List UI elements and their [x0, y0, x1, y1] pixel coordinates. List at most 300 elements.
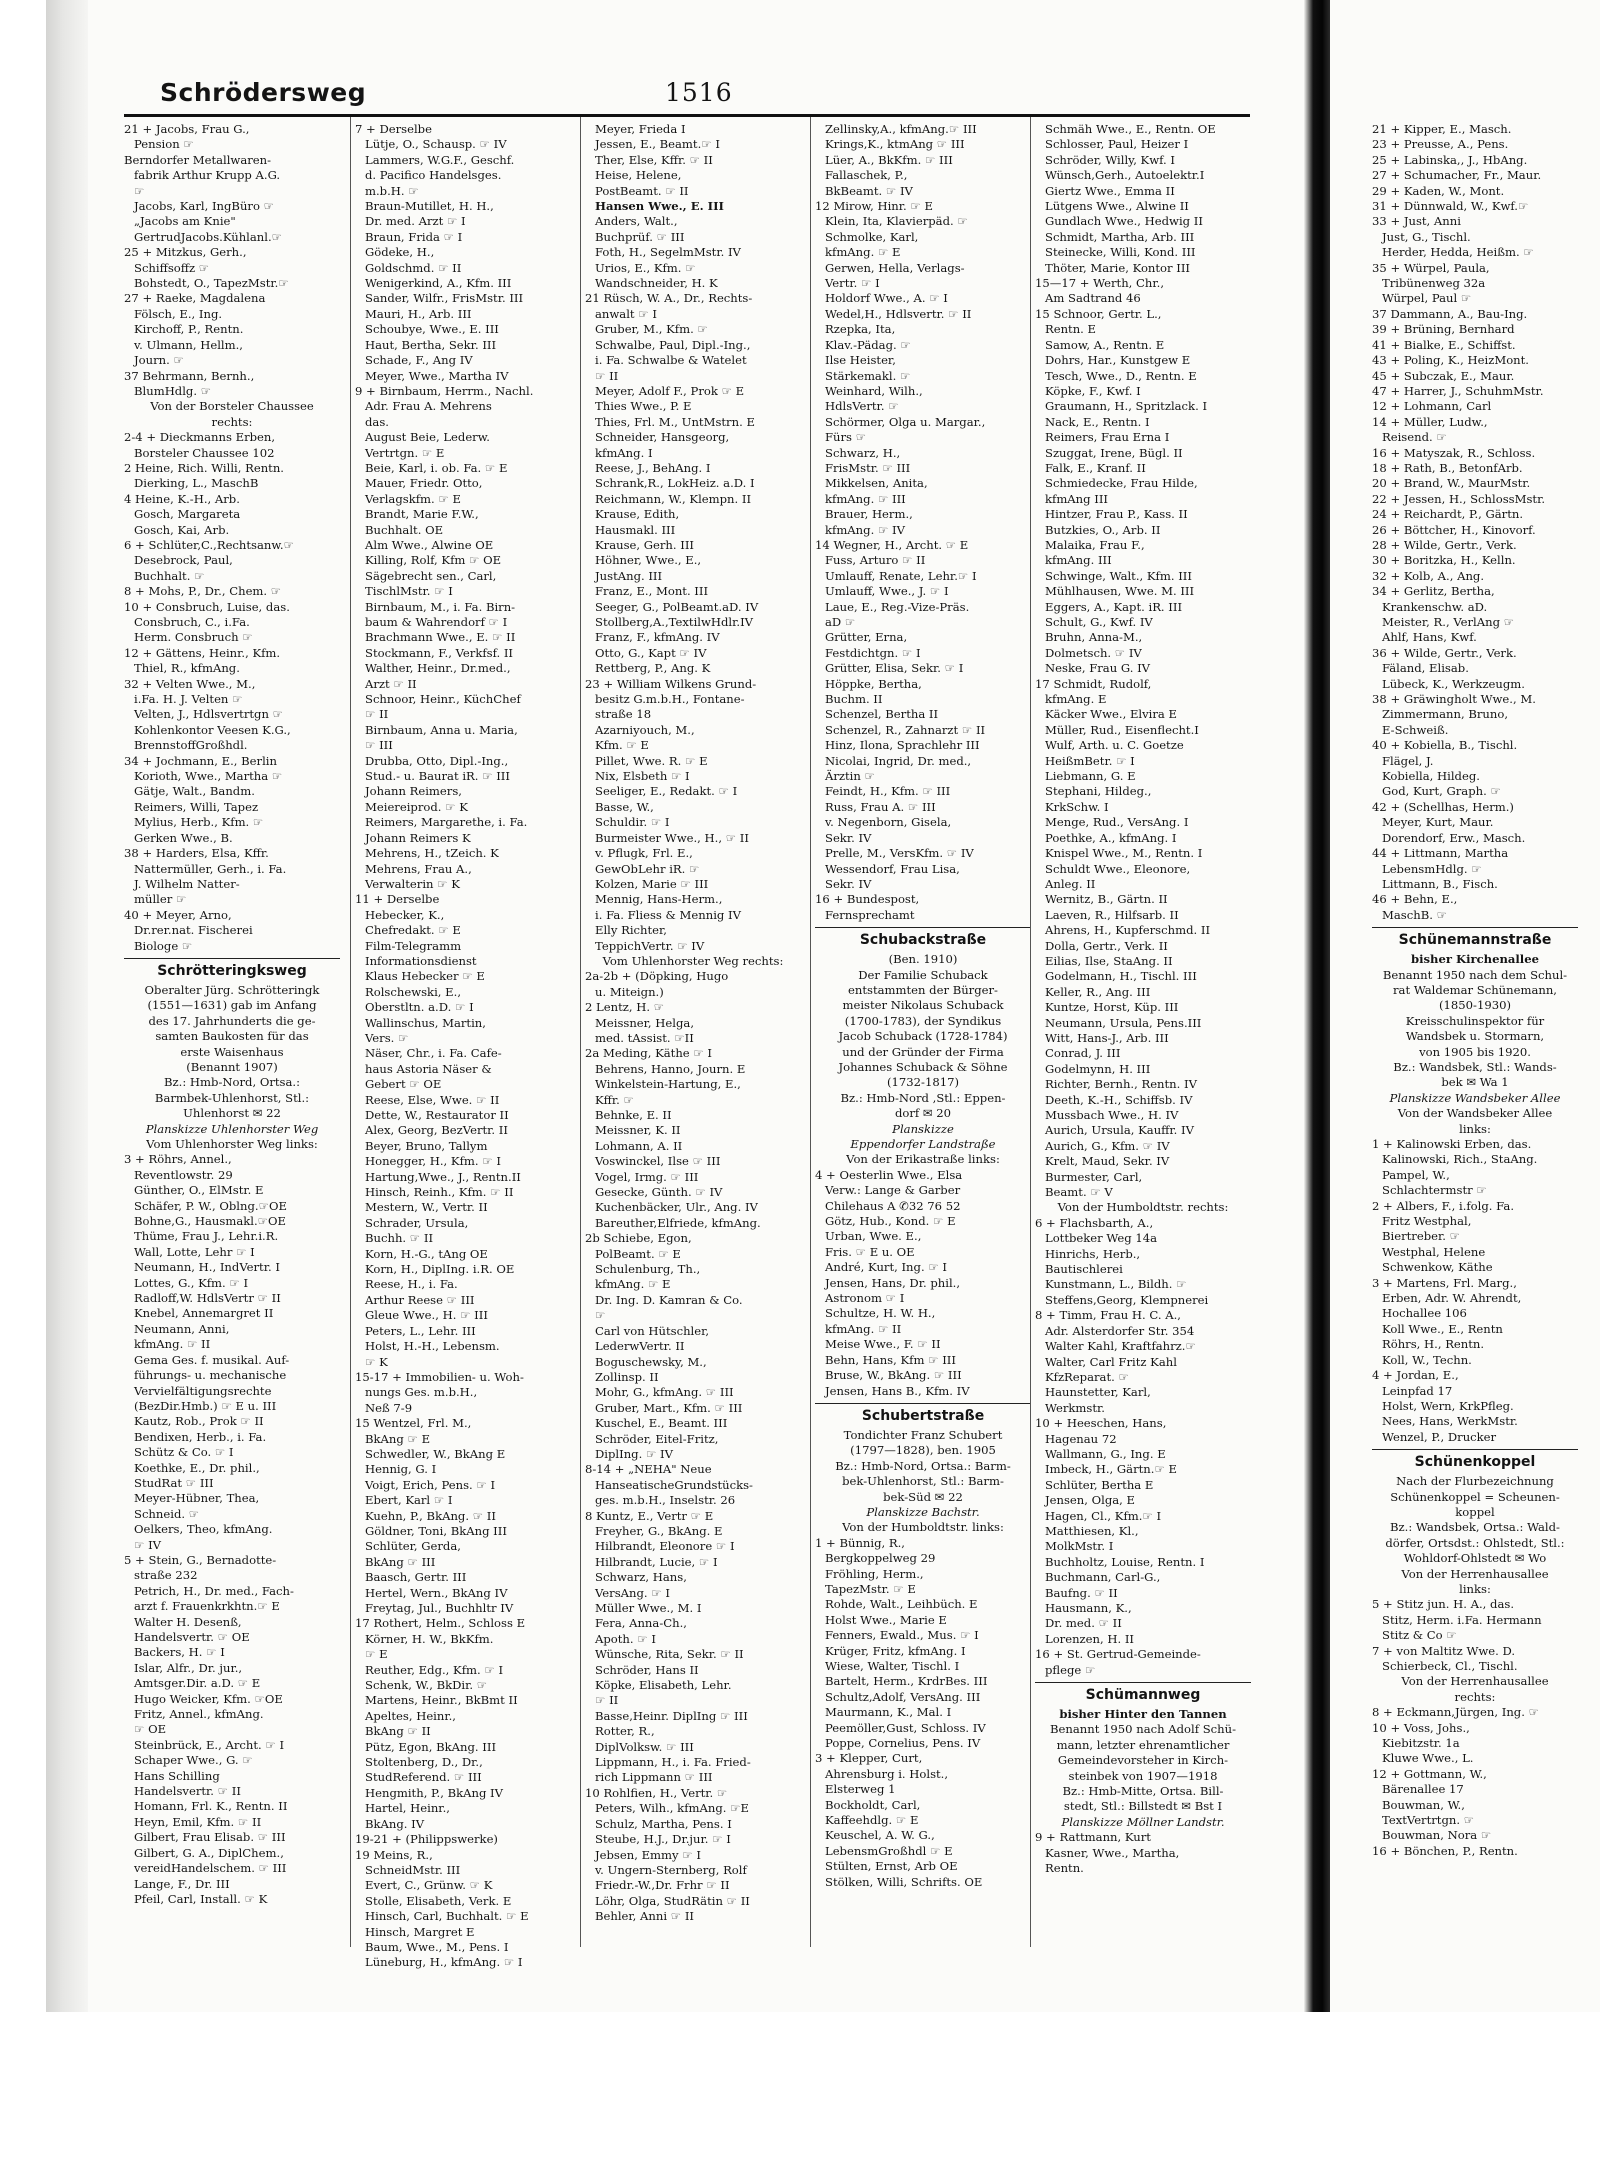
resident-line: Walther, Heinr., Dr.med.,	[365, 661, 511, 676]
resident-line: Giertz Wwe., Emma II	[1045, 183, 1175, 198]
resident-line: Mehrens, Frau A.,	[365, 861, 472, 876]
resident-line: Mennig, Hans-Herm.,	[595, 892, 723, 907]
section-note: Wohldorf-Ohlstedt ✉ Wo	[1403, 1551, 1547, 1566]
resident-line: Goldschmd. ☞ II	[365, 260, 462, 275]
resident-line: Dette, W., Restaurator II	[365, 1108, 509, 1122]
column-1	[124, 122, 340, 1982]
resident-line: VersAng. ☞ I	[595, 1585, 670, 1600]
resident-line: Borsteler Chaussee 102	[134, 445, 275, 460]
section-note: Von der Erikastraße links:	[846, 1152, 1000, 1167]
directory-entry: 18 + Rath, B., BetonfArb.	[1372, 460, 1523, 475]
section-note: Vom Uhlenhorster Weg links:	[146, 1137, 318, 1151]
resident-line: Hugo Weicker, Kfm. ☞OE	[134, 1691, 283, 1706]
resident-line: Oelkers, Theo, kfmAng.	[134, 1522, 273, 1537]
resident-line: Koll, W., Techn.	[1382, 1352, 1472, 1367]
resident-line: i. Fa. Fliess & Mennig IV	[595, 907, 741, 922]
directory-entry: 16 + Matyszak, R., Schloss.	[1372, 445, 1536, 460]
resident-line: m.b.H. ☞	[365, 183, 419, 198]
directory-entry: 2-4 + Dieckmanns Erben,	[124, 430, 276, 445]
resident-line: Stitz, Herm. i.Fa. Hermann	[1382, 1612, 1542, 1627]
directory-entry: 19-21 + (Philippswerke)	[355, 1832, 498, 1847]
column-5	[1035, 122, 1251, 1982]
resident-line: StudRat ☞ III	[134, 1475, 214, 1490]
resident-line: Schwedler, W., BkAng E	[365, 1446, 506, 1461]
resident-line: Korn, H., DiplIng. i.R. OE	[365, 1262, 515, 1277]
resident-line: Lammers, W.G.F., Geschf.	[365, 152, 515, 167]
resident-line: Hinz, Ilona, Sprachlehr III	[825, 738, 980, 753]
directory-entry: 2 Heine, Rich. Willi, Rentn.	[124, 460, 284, 475]
directory-entry: 40 + Kobiella, B., Tischl.	[1372, 738, 1518, 753]
resident-line: Buchholtz, Louise, Rentn. I	[1045, 1554, 1205, 1569]
resident-line: Ahrens, H., Kupferschmd. II	[1045, 923, 1211, 938]
column-6	[1372, 122, 1578, 1982]
resident-line: Beamt. ☞ V	[1045, 1185, 1113, 1200]
resident-line: Falk, E., Kranf. II	[1045, 460, 1146, 475]
resident-line: ☞ III	[365, 738, 393, 753]
resident-line: Prelle, M., VersKfm. ☞ IV	[825, 846, 974, 861]
resident-line: Conrad, J. III	[1045, 1046, 1121, 1061]
resident-line: Kaffeehdlg. ☞ E	[825, 1813, 919, 1828]
directory-entry: 17 Rothert, Helm., Schloss E	[355, 1616, 526, 1631]
resident-line: Brandt, Marie F.W.,	[365, 507, 479, 522]
resident-line: Reese, H., i. Fa.	[365, 1277, 458, 1292]
resident-line: Vertrtgn. ☞ E	[365, 445, 445, 460]
directory-entry: 34 + Gerlitz, Bertha,	[1372, 584, 1495, 599]
directory-entry: 3 + Martens, Frl. Marg.,	[1372, 1275, 1517, 1290]
section-note: Bz.: Hmb-Mitte, Ortsa. Bill-	[1062, 1784, 1224, 1799]
section-note: Benannt 1950 nach Adolf Schü-	[1050, 1722, 1236, 1737]
resident-line: kfmAng. ☞ E	[825, 245, 901, 260]
resident-line: Stollberg,A.,TextilwHdlr.IV	[595, 615, 754, 629]
section-note: Uhlenhorst ✉ 22	[183, 1106, 281, 1121]
resident-line: nungs Ges. m.b.H.,	[365, 1385, 478, 1400]
directory-entry: 17 Schmidt, Rudolf,	[1035, 676, 1152, 691]
directory-entry: 43 + Poling, K., HeizMont.	[1372, 353, 1529, 368]
resident-line: HeißmBetr. ☞ I	[1045, 753, 1135, 768]
resident-line: Mauer, Friedr. Otto,	[365, 476, 483, 491]
resident-line: Schwarz, Hans,	[595, 1570, 687, 1585]
resident-line: baum & Wahrendorf ☞ I	[365, 615, 508, 629]
resident-line: Russ, Frau A. ☞ III	[825, 799, 936, 814]
resident-line: Bartelt, Herm., KrdrBes. III	[825, 1674, 988, 1689]
resident-line: Lütgens Wwe., Alwine II	[1045, 199, 1189, 214]
resident-line: DiplVolksw. ☞ III	[595, 1739, 694, 1754]
resident-line: Haut, Bertha, Sekr. III	[365, 337, 497, 352]
resident-line: Gerwen, Hella, Verlags-	[825, 260, 965, 275]
resident-line: Schultze, H. W. H.,	[825, 1306, 936, 1321]
directory-entry: 11 + Derselbe	[355, 892, 440, 907]
resident-line: Elsterweg 1	[825, 1782, 896, 1797]
resident-line: ☞ II	[365, 707, 389, 722]
resident-line: pflege ☞	[1045, 1662, 1096, 1677]
directory-entry: 2a Meding, Käthe ☞ I	[585, 1046, 712, 1061]
resident-line: E-Schweiß.	[1382, 722, 1449, 737]
resident-line: Herder, Hedda, Heißm. ☞	[1382, 245, 1534, 260]
resident-line: Wessendorf, Frau Lisa,	[825, 861, 960, 876]
resident-line: Kolzen, Marie ☞ III	[595, 876, 709, 891]
resident-line: Dr. med. ☞ II	[1045, 1616, 1122, 1631]
resident-line: kfmAng. I	[595, 445, 653, 460]
resident-line: Walter H. Desenß,	[134, 1614, 242, 1629]
resident-line: Krings,K., ktmAng ☞ III	[825, 137, 965, 152]
resident-line: Lüer, A., BkKfm. ☞ III	[825, 152, 953, 167]
resident-line: Jessen, E., Beamt.☞ I	[595, 137, 720, 152]
resident-line: Schwenkow, Käthe	[1382, 1260, 1493, 1275]
directory-entry: 37 Behrmann, Bernh.,	[124, 368, 255, 383]
resident-line: Schörmer, Olga u. Margar.,	[825, 414, 986, 429]
resident-line: Hartung,Wwe., J., Rentn.II	[365, 1169, 521, 1184]
resident-line: Schulz, Martha, Pens. I	[595, 1816, 732, 1831]
resident-line: Chefredakt. ☞ E	[365, 923, 461, 938]
resident-line: Neumann, H., IndVertr. I	[134, 1260, 280, 1275]
directory-entry: 41 + Bialke, E., Schiffst.	[1372, 337, 1516, 352]
resident-line: Nattermüller, Gerh., i. Fa.	[134, 861, 287, 876]
resident-line: Vers. ☞	[365, 1030, 409, 1045]
resident-line: Verlagskfm. ☞ E	[365, 491, 461, 506]
resident-line: Schmiedecke, Frau Hilde,	[1045, 476, 1198, 491]
column-divider	[810, 117, 811, 1947]
resident-line: aD ☞	[825, 615, 856, 629]
resident-line: Richter, Bernh., Rentn. IV	[1045, 1077, 1197, 1092]
resident-line: Grütter, Erna,	[825, 630, 908, 645]
directory-entry: 27 + Schumacher, Fr., Maur.	[1372, 168, 1542, 183]
resident-line: Rentn.	[1045, 1861, 1084, 1876]
resident-line: Bautischlerei	[1045, 1262, 1123, 1277]
resident-line: Peters, Wilh., kfmAng. ☞E	[595, 1801, 749, 1816]
resident-line: Kuchenbäcker, Ulr., Ang. IV	[595, 1200, 758, 1215]
directory-entry: 4 + Jordan, E.,	[1372, 1368, 1459, 1383]
resident-line: Rettberg, P., Ang. K	[595, 661, 711, 676]
directory-entry: 21 + Kipper, E., Masch.	[1372, 122, 1512, 136]
resident-line: Baum, Wwe., M., Pens. I	[365, 1939, 509, 1954]
resident-line: ☞ OE	[134, 1722, 167, 1737]
resident-line: Schwalbe, Paul, Dipl.-Ing.,	[595, 337, 751, 352]
resident-line: Buchhalt. OE	[365, 522, 444, 537]
resident-line: Kiebitzstr. 1a	[1382, 1736, 1460, 1751]
resident-line: Littmann, B., Fisch.	[1382, 876, 1498, 891]
resident-line: ☞ II	[595, 368, 619, 383]
section-note: Von der Borsteler Chaussee	[150, 399, 314, 414]
resident-line: Godelmann, H., Tischl. III	[1045, 969, 1197, 984]
resident-line: Bruhn, Anna-M.,	[1045, 630, 1143, 645]
resident-line: Reichmann, W., Klempn. II	[595, 491, 752, 506]
resident-line: Mauri, H., Arb. III	[365, 306, 472, 321]
column-2	[355, 122, 571, 1982]
resident-line: Köpke, Elisabeth, Lehr.	[595, 1678, 732, 1693]
street-heading-box	[1035, 1682, 1251, 1705]
section-note: Benannt 1950 nach dem Schul-	[1382, 967, 1568, 982]
resident-line: Ther, Else, Kffr. ☞ II	[595, 152, 713, 167]
resident-line: Aurich, Ursula, Kauffr. IV	[1045, 1123, 1195, 1138]
resident-line: kfmAng. E	[1045, 692, 1107, 707]
resident-line: Bruse, W., BkAng. ☞ III	[825, 1368, 962, 1383]
resident-line: Amtsger.Dir. a.D. ☞ E	[134, 1676, 261, 1691]
resident-line: Ebert, Karl ☞ I	[365, 1493, 453, 1508]
directory-entry: 24 + Reichardt, P., Gärtn.	[1372, 507, 1524, 522]
resident-line: Killing, Rolf, Kfm ☞ OE	[365, 553, 502, 568]
resident-line: Hinsch, Carl, Buchhalt. ☞ E	[365, 1909, 529, 1924]
section-note: (1732-1817)	[887, 1075, 959, 1090]
resident-line: Hagen, Cl., Kfm.☞ I	[1045, 1508, 1162, 1523]
resident-line: Kfm. ☞ E	[595, 738, 649, 753]
directory-entry: 15—17 + Werth, Chr.,	[1035, 276, 1165, 291]
section-note: samten Baukosten für das	[155, 1029, 309, 1044]
resident-line: Astronom ☞ I	[825, 1291, 905, 1306]
resident-line: Götz, Hub., Kond. ☞ E	[825, 1214, 956, 1229]
resident-line: Jacobs, Karl, IngBüro ☞	[134, 199, 275, 214]
resident-line: Fritz, Annel., kfmAng.	[134, 1707, 264, 1722]
resident-line: Stolle, Elisabeth, Verk. E	[365, 1893, 512, 1908]
resident-line: Klein, Ita, Klavierpäd. ☞	[825, 214, 968, 229]
resident-line: Feindt, H., Kfm. ☞ III	[825, 784, 951, 799]
resident-line: MaschB. ☞	[1382, 907, 1447, 922]
resident-line: Zellinsky,A., kfmAng.☞ III	[825, 122, 977, 136]
resident-line: Schuldt Wwe., Eleonore,	[1045, 861, 1191, 876]
resident-line: Bockholdt, Carl,	[825, 1797, 921, 1812]
directory-entry: 4 Heine, K.-H., Arb.	[124, 491, 240, 506]
resident-line: Basse,Heinr. DiplIng ☞ III	[595, 1708, 748, 1723]
resident-line: Lohmann, A. II	[595, 1138, 683, 1153]
resident-line: Schmäh Wwe., E., Rentn. OE	[1045, 122, 1216, 136]
resident-line: Buchm. II	[825, 692, 883, 707]
resident-line: Apoth. ☞ I	[595, 1631, 656, 1646]
resident-line: Nicolai, Ingrid, Dr. med.,	[825, 753, 972, 768]
resident-line: BlumHdlg. ☞	[134, 383, 212, 398]
resident-line: Lütje, O., Schausp. ☞ IV	[365, 137, 507, 152]
resident-line: Elly Richter,	[595, 923, 667, 938]
resident-line: Wenzel, P., Drucker	[1382, 1429, 1497, 1444]
resident-line: KrkSchw. I	[1045, 799, 1109, 814]
resident-line: Wenigerkind, A., Kfm. III	[365, 276, 512, 291]
resident-line: Laeven, R., Hilfsarb. II	[1045, 907, 1179, 922]
section-note: Oberalter Jürg. Schrötteringk	[144, 982, 320, 997]
resident-line: Fris. ☞ E u. OE	[825, 1244, 915, 1259]
resident-line: Kalinowski, Rich., StaAng.	[1382, 1152, 1538, 1167]
section-note: Von der Humboldtstr. rechts:	[1057, 1200, 1229, 1215]
resident-line: Dolmetsch. ☞ IV	[1045, 645, 1142, 660]
directory-entry: 28 + Wilde, Gertr., Verk.	[1372, 537, 1517, 552]
resident-line: Schröder, Willy, Kwf. I	[1045, 152, 1175, 167]
resident-line: God, Kurt, Graph. ☞	[1382, 784, 1501, 799]
resident-line: Wünsch,Gerh., Autoelektr.I	[1045, 168, 1205, 183]
resident-line: v. Ulmann, Hellm.,	[134, 337, 243, 352]
directory-entry: 12 + Gottmann, W.,	[1372, 1766, 1487, 1781]
resident-line: Am Sadtrand 46	[1045, 291, 1141, 306]
resident-line: Schmidt, Martha, Arb. III	[1045, 229, 1195, 244]
resident-line: Stoltenberg, D., Dr.,	[365, 1755, 483, 1770]
directory-entry: 29 + Kaden, W., Mont.	[1372, 183, 1505, 198]
resident-line: Dierking, L., MaschB	[134, 476, 259, 491]
resident-line: FrisMstr. ☞ III	[825, 460, 911, 475]
resident-line: kfmAng. ☞ III	[825, 491, 906, 506]
book-gutter-shadow	[1304, 0, 1330, 2012]
resident-line: Holst, Wern, KrkPfleg.	[1382, 1398, 1514, 1413]
resident-line: André, Kurt, Ing. ☞ I	[825, 1260, 947, 1275]
resident-line: BkAng ☞ E	[365, 1431, 431, 1446]
resident-line: ☞ IV	[134, 1537, 162, 1552]
resident-line: Löhr, Olga, StudRätin ☞ II	[595, 1893, 750, 1908]
resident-line: Holst Wwe., Marie E	[825, 1612, 947, 1627]
map-reference: Eppendorfer Landstraße	[850, 1137, 996, 1151]
resident-line: Schröder, Hans II	[595, 1662, 699, 1677]
resident-line: Thiel, R., kfmAng.	[134, 661, 240, 676]
resident-line: Flägel, J.	[1382, 753, 1434, 768]
resident-line: Martens, Heinr., BkBmt II	[365, 1693, 518, 1708]
resident-line: Meissner, K. II	[595, 1123, 681, 1138]
resident-line: Heyn, Emil, Kfm. ☞ II	[134, 1814, 262, 1829]
resident-line: Schwinge, Walt., Kfm. III	[1045, 568, 1192, 583]
resident-line: Neumann, Ursula, Pens.III	[1045, 1015, 1202, 1030]
resident-line: Heise, Helene,	[595, 168, 682, 183]
resident-line: Vervielfältigungsrechte	[134, 1383, 272, 1398]
directory-entry: 10 Rohlfien, H., Vertr. ☞	[585, 1785, 728, 1800]
resident-line: Alex, Georg, BezVertr. II	[365, 1123, 508, 1138]
resident-line: Kasner, Wwe., Martha,	[1045, 1845, 1180, 1860]
section-note: Von der Humboldtstr. links:	[842, 1520, 1004, 1535]
resident-line: Schulenburg, Th.,	[595, 1262, 701, 1277]
resident-line: Radloff,W. HdlsVertr ☞ II	[134, 1291, 281, 1306]
column-4	[815, 122, 1031, 1982]
street-heading-box	[815, 927, 1031, 950]
resident-line: Müller, Rud., Eisenflecht.I	[1045, 722, 1199, 737]
resident-line: Krelt, Maud, Sekr. IV	[1045, 1154, 1170, 1169]
section-note: koppel	[1455, 1504, 1495, 1519]
resident-line: Bohstedt, O., TapezMstr.☞	[134, 276, 289, 291]
resident-line: Chilehaus A ✆32 76 52	[825, 1198, 961, 1213]
resident-line: Velten, J., Hdlsvertrtgn ☞	[134, 707, 284, 722]
directory-entry: 14 Wegner, H., Archt. ☞ E	[815, 537, 969, 552]
section-note: (Benannt 1907)	[186, 1059, 278, 1074]
resident-line: Sägebrecht sen., Carl,	[365, 568, 497, 583]
directory-entry: 25 + Labinska,, J., HbAng.	[1372, 152, 1528, 167]
resident-line: Schäfer, P. W., Oblng.☞OE	[134, 1198, 287, 1213]
resident-line: Ilse Heister,	[825, 353, 896, 368]
resident-line: u. Miteign.)	[595, 984, 664, 999]
resident-line: Handelsvertr. ☞ II	[134, 1784, 241, 1799]
column-3	[585, 122, 801, 1982]
directory-entry: 14 + Müller, Ludw.,	[1372, 414, 1488, 429]
resident-line: Alm Wwe., Alwine OE	[365, 537, 494, 552]
resident-line: Hagenau 72	[1045, 1431, 1117, 1446]
directory-entry: 3 + Klepper, Curt,	[815, 1751, 923, 1766]
resident-line: HdlsVertr. ☞	[825, 399, 899, 414]
resident-line: ges. m.b.H., Inselstr. 26	[595, 1493, 736, 1508]
resident-line: Schenzel, Bertha II	[825, 707, 939, 722]
section-note: meister Nikolaus Schuback	[842, 998, 1004, 1013]
resident-line: HanseatischeGrundstücks-	[595, 1477, 753, 1492]
resident-line: Desebrock, Paul,	[134, 553, 233, 568]
directory-entry: 12 + Gättens, Heinr., Kfm.	[124, 645, 281, 660]
resident-line: v. Ungern-Sternberg, Rolf	[595, 1862, 747, 1877]
column-divider	[580, 117, 581, 1947]
resident-line: Journ. ☞	[134, 353, 184, 368]
resident-line: Brachmann Wwe., E. ☞ II	[365, 630, 516, 645]
resident-line: Hausmann, K.,	[1045, 1601, 1132, 1615]
resident-line: Burmester, Carl,	[1045, 1169, 1143, 1184]
resident-line: Schaper Wwe., G. ☞	[134, 1753, 253, 1768]
resident-line: Leinpfad 17	[1382, 1383, 1453, 1398]
resident-line: Adr. Alsterdorfer Str. 354	[1045, 1323, 1195, 1338]
resident-line: Johann Reimers,	[365, 784, 462, 799]
resident-line: Lottbeker Weg 14a	[1045, 1231, 1157, 1246]
resident-line: Hebecker, K.,	[365, 907, 445, 922]
directory-entry: 35 + Würpel, Paula,	[1372, 260, 1490, 275]
section-note: Schünenkoppel = Scheunen-	[1390, 1489, 1560, 1504]
map-reference: Planskizze	[892, 1121, 954, 1136]
resident-line: Krause, Gerh. III	[595, 537, 695, 552]
resident-line: Gätje, Walt., Bandm.	[134, 784, 255, 799]
resident-line: Burmeister Wwe., H., ☞ II	[595, 830, 749, 845]
resident-line: Koethke, E., Dr. phil.,	[134, 1460, 260, 1475]
directory-entry: 33 + Just, Anni	[1372, 214, 1461, 229]
resident-line: Braun, Frida ☞ I	[365, 229, 463, 244]
resident-line: Walter, Carl Fritz Kahl	[1045, 1354, 1177, 1369]
resident-line: rich Lippmann ☞ III	[595, 1770, 713, 1785]
section-note: links:	[1459, 1121, 1491, 1136]
resident-line: Westphal, Helene	[1382, 1244, 1486, 1259]
resident-line: Liebmann, G. E	[1045, 769, 1136, 784]
resident-line: Voigt, Erich, Pens. ☞ I	[365, 1477, 496, 1492]
resident-line: Körner, H. W., BkKfm.	[365, 1631, 494, 1646]
directory-entry: 22 + Jessen, H., SchlossMstr.	[1372, 491, 1546, 506]
street-heading: Schubertstraße	[861, 1407, 985, 1424]
resident-line: GewObLehr iR. ☞	[595, 861, 700, 876]
resident-line: Mühlhausen, Wwe. M. III	[1045, 584, 1195, 599]
section-note: rat Waldemar Schünemann,	[1393, 982, 1557, 997]
resident-line: Bergkoppelweg 29	[825, 1551, 936, 1566]
resident-line: Stockmann, F., Verkfsf. II	[365, 645, 513, 660]
resident-line: Beie, Karl, i. ob. Fa. ☞ E	[365, 460, 508, 475]
directory-entry: 26 + Böttcher, H., Kinovorf.	[1372, 522, 1536, 537]
resident-line: Thies, Frl. M., UntMstrn. E	[595, 414, 755, 429]
resident-line: GertrudJacobs.Kühlanl.☞	[134, 229, 283, 244]
directory-entry: 32 + Kolb, A., Ang.	[1372, 568, 1485, 583]
directory-entry: 3 + Röhrs, Annel.,	[124, 1152, 232, 1167]
directory-entry: 4 + Oesterlin Wwe., Elsa	[815, 1167, 963, 1182]
directory-entry: 2a-2b + (Döpking, Hugo	[585, 969, 729, 984]
resident-line: Steffens,Georg, Klempnerei	[1045, 1292, 1209, 1307]
resident-line: Peemöller,Gust, Schloss. IV	[825, 1720, 986, 1735]
resident-line: Baasch, Gertr. III	[365, 1570, 467, 1585]
directory-entry: 2b Schiebe, Egon,	[585, 1231, 692, 1246]
resident-line: Buchh. ☞ II	[365, 1231, 434, 1246]
directory-entry: 8 + Eckmann,Jürgen, Ing. ☞	[1372, 1705, 1539, 1720]
directory-entry: 30 + Boritzka, H., Kelln.	[1372, 553, 1516, 568]
resident-line: Foth, H., SegelmMstr. IV	[595, 245, 741, 260]
street-heading: Schünemannstraße	[1398, 932, 1552, 949]
resident-line: Evert, C., Grünw. ☞ K	[365, 1878, 493, 1893]
resident-line: Fürs ☞	[825, 430, 867, 445]
resident-line: PolBeamt. ☞ E	[595, 1246, 681, 1261]
resident-line: Grütter, Elisa, Sekr. ☞ I	[825, 661, 964, 676]
resident-line: Jensen, Hans B., Kfm. IV	[825, 1383, 970, 1398]
resident-line: Johann Reimers K	[365, 830, 471, 845]
directory-entry: 12 Mirow, Hinr. ☞ E	[815, 199, 933, 214]
resident-line: Fölsch, E., Ing.	[134, 306, 223, 321]
resident-line: kfmAng. ☞ IV	[825, 522, 905, 537]
resident-line: Gödeke, H.,	[365, 245, 435, 260]
resident-line: Schneider, Hansgeorg,	[595, 430, 730, 445]
resident-line: Buchhalt. ☞	[134, 568, 205, 583]
resident-line: Freytag, Jul., Buchhltr IV	[365, 1601, 514, 1615]
resident-line: Krüger, Fritz, kfmAng. I	[825, 1643, 966, 1658]
resident-line: Kohlenkontor Veesen K.G.,	[134, 722, 291, 737]
resident-line: Kunstmann, L., Bildh. ☞	[1045, 1277, 1187, 1292]
resident-line: Fernsprechamt	[825, 907, 915, 922]
section-note: Der Familie Schuback	[858, 967, 988, 982]
resident-line: Film-Telegramm	[365, 938, 462, 953]
directory-entry: 39 + Brüning, Bernhard	[1372, 322, 1515, 337]
